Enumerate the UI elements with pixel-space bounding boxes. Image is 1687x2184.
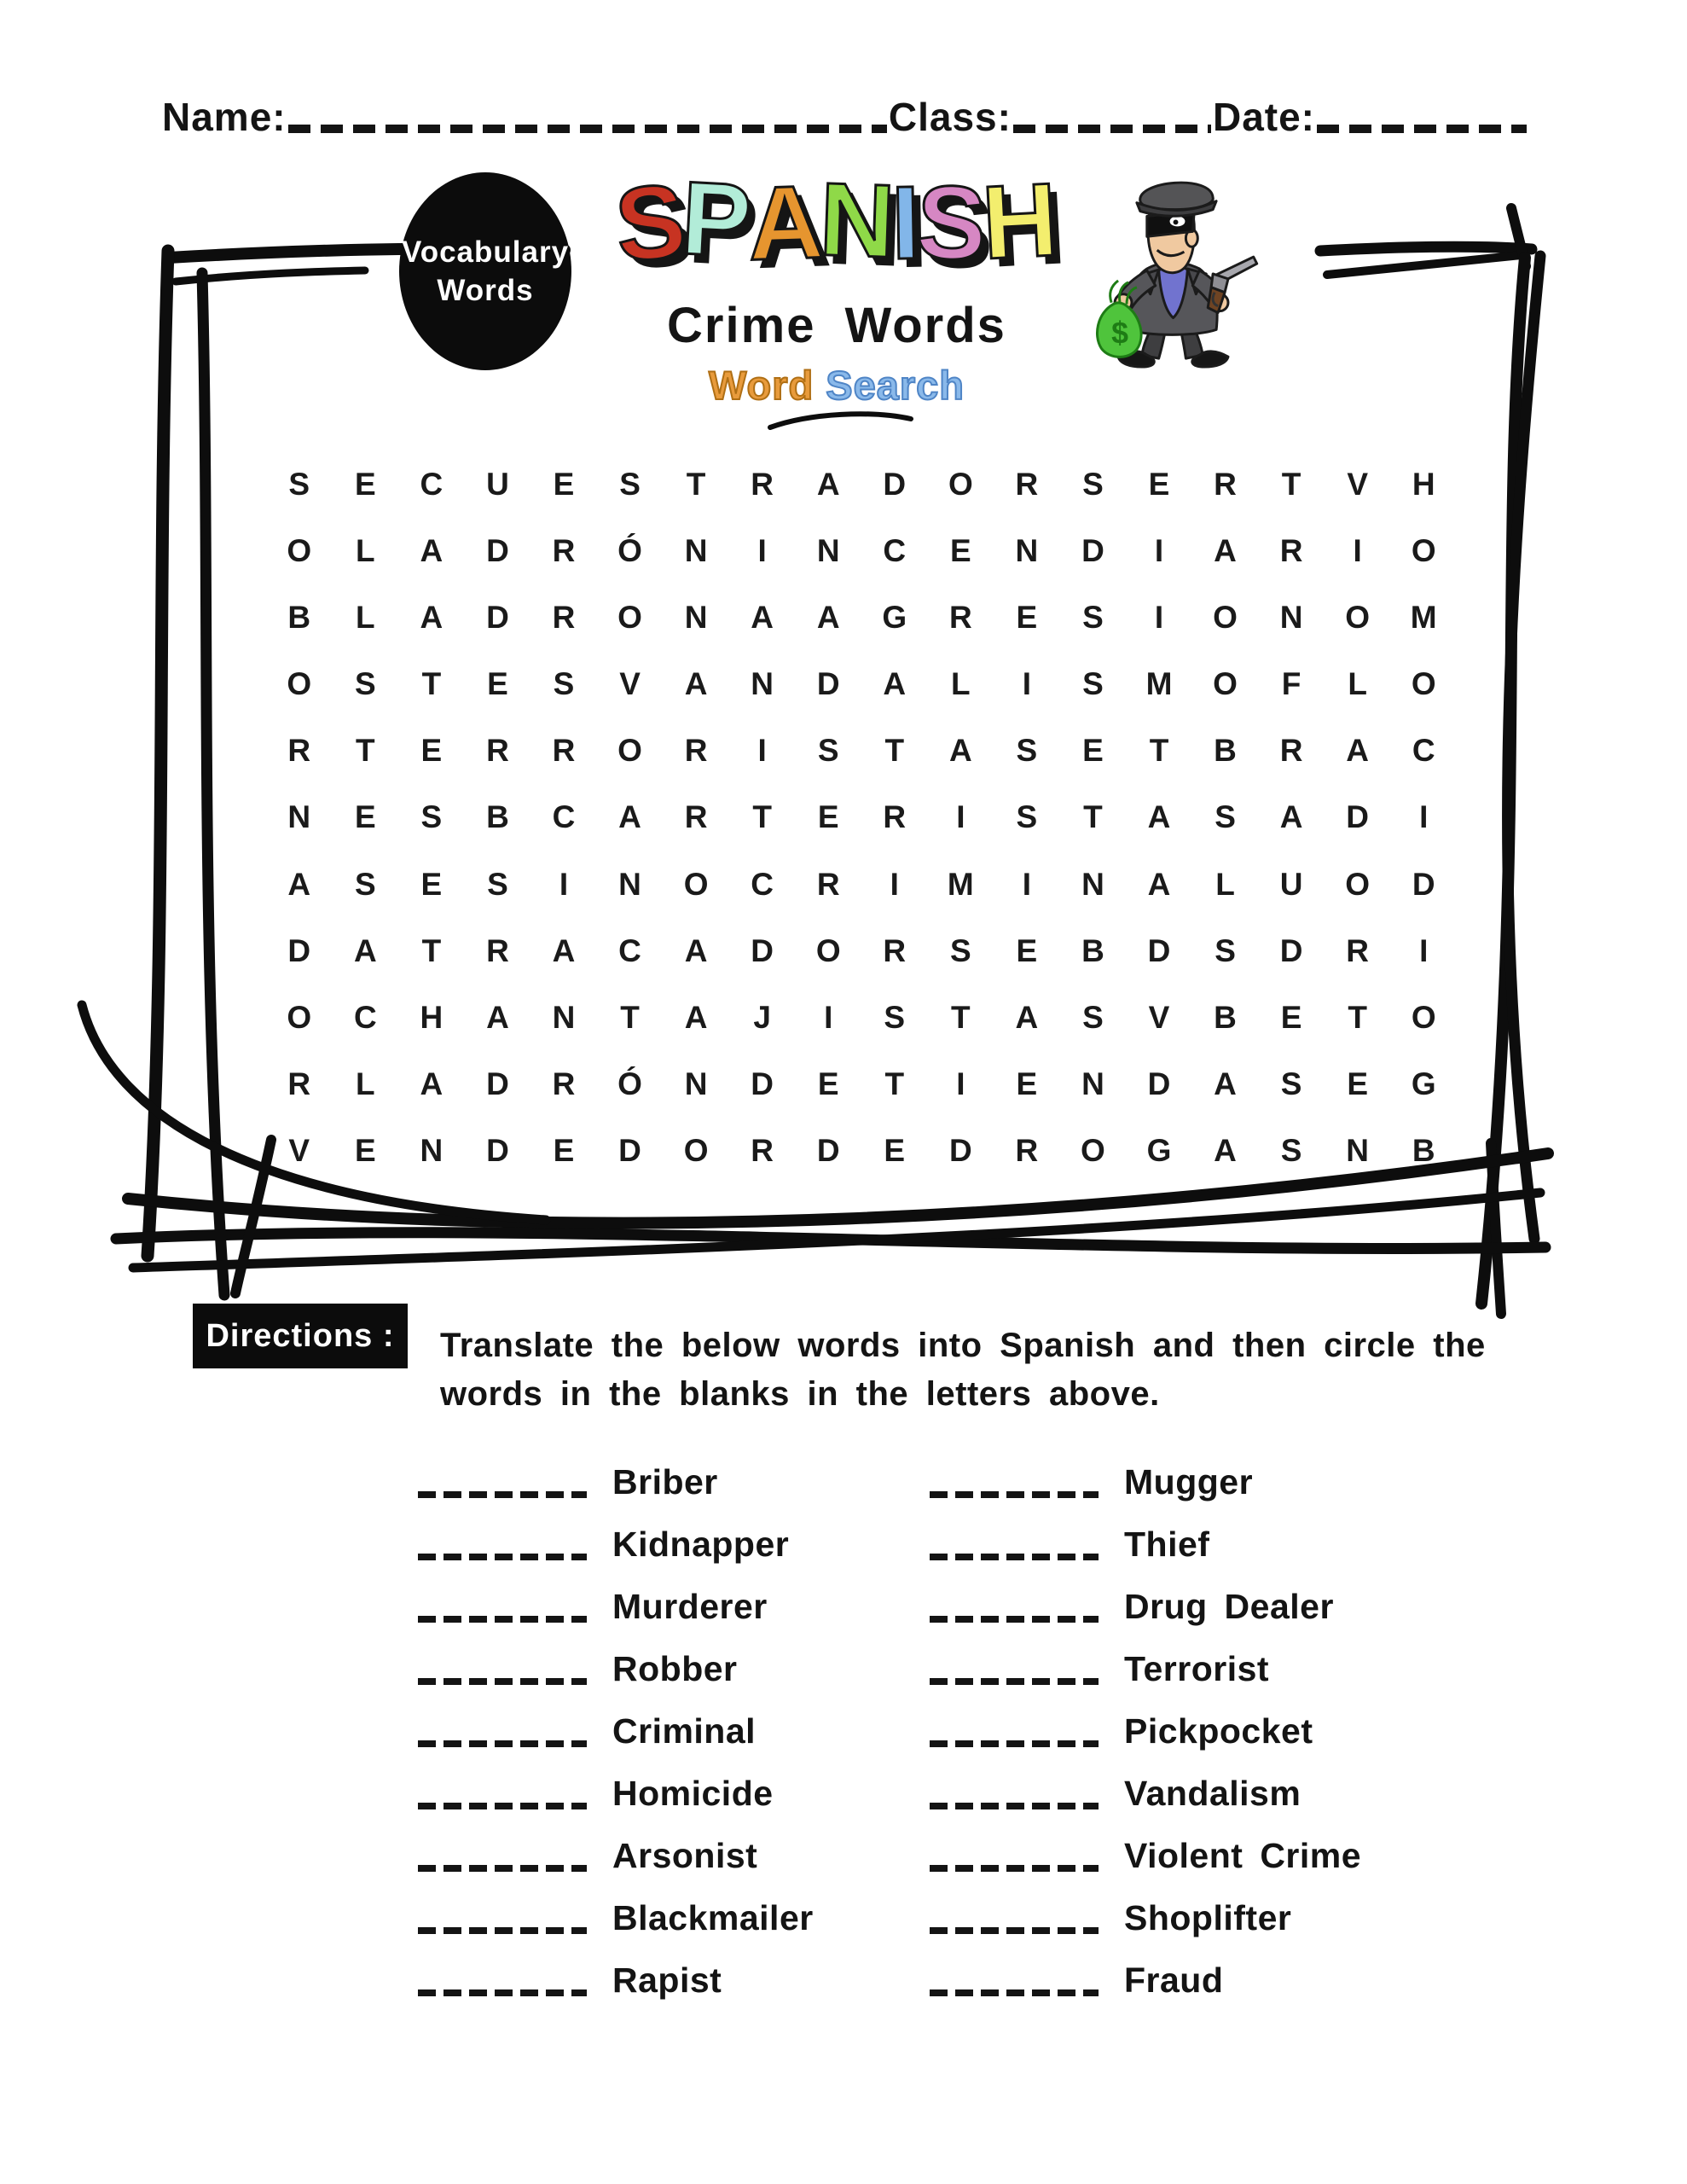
grid-cell-r1-c17: V <box>1347 466 1368 502</box>
word-item-vandalism <box>930 1763 1390 1825</box>
grid-cell-r3-c1: B <box>287 599 311 635</box>
grid-cell-r6-c2: E <box>354 799 376 835</box>
answer-blank-briber[interactable] <box>418 1491 587 1498</box>
word-label-pickpocket: Pickpocket <box>1124 1711 1313 1751</box>
header-fields <box>162 96 1528 139</box>
grid-cell-r10-c12: E <box>1016 1066 1038 1102</box>
grid-cell-r10-c4: D <box>486 1066 509 1102</box>
grid-cell-r11-c13: O <box>1081 1133 1105 1169</box>
grid-cell-r7-c1: A <box>287 866 311 902</box>
grid-cell-r9-c1: O <box>287 1000 312 1036</box>
grid-cell-r4-c16: F <box>1281 666 1301 702</box>
grid-cell-r7-c11: M <box>947 866 974 902</box>
grid-cell-r1-c2: E <box>354 466 376 502</box>
grid-cell-r1-c6: S <box>619 466 641 502</box>
answer-blank-vandalism[interactable] <box>930 1803 1099 1809</box>
grid-cell-r9-c13: S <box>1082 1000 1104 1036</box>
grid-cell-r3-c12: E <box>1016 599 1038 635</box>
spanish-letter-7-H: H <box>979 160 1061 282</box>
grid-cell-r3-c9: A <box>816 599 840 635</box>
word-item-homicide <box>418 1763 930 1825</box>
word-item-mugger <box>930 1451 1390 1513</box>
grid-cell-r1-c5: E <box>553 466 575 502</box>
grid-cell-r9-c9: I <box>824 1000 833 1036</box>
word-label-robber: Robber <box>612 1649 738 1688</box>
grid-cell-r9-c14: V <box>1148 1000 1170 1036</box>
word-item-shoplifter <box>930 1887 1390 1949</box>
word-label-murderer: Murderer <box>612 1587 768 1626</box>
grid-cell-r1-c11: O <box>948 466 973 502</box>
grid-cell-r11-c2: E <box>354 1133 376 1169</box>
answer-blank-homicide[interactable] <box>418 1803 587 1809</box>
word-search-word2: Search <box>826 363 965 408</box>
grid-cell-r10-c17: E <box>1347 1066 1368 1102</box>
grid-cell-r4-c8: N <box>751 666 774 702</box>
directions-label: Directions : <box>206 1317 395 1354</box>
grid-cell-r3-c11: R <box>948 599 972 635</box>
directions-text <box>440 1321 1574 1419</box>
grid-cell-r10-c13: N <box>1081 1066 1104 1102</box>
grid-cell-r5-c8: I <box>757 733 767 769</box>
word-label-blackmailer: Blackmailer <box>612 1898 814 1937</box>
grid-cell-r1-c13: S <box>1082 466 1104 502</box>
grid-cell-r2-c7: N <box>684 532 708 568</box>
grid-cell-r10-c7: N <box>684 1066 708 1102</box>
grid-cell-r6-c3: S <box>420 799 443 835</box>
grid-cell-r6-c13: T <box>1083 799 1103 835</box>
grid-cell-r2-c14: I <box>1154 532 1164 568</box>
grid-cell-r3-c2: L <box>356 599 375 635</box>
grid-cell-r3-c14: I <box>1154 599 1164 635</box>
grid-cell-r2-c15: A <box>1214 532 1237 568</box>
grid-cell-r7-c9: R <box>816 866 840 902</box>
grid-cell-r3-c5: R <box>552 599 576 635</box>
grid-cell-r9-c12: A <box>1015 1000 1039 1036</box>
grid-cell-r8-c10: R <box>883 932 907 968</box>
answer-blank-kidnapper[interactable] <box>418 1554 587 1560</box>
grid-cell-r8-c14: D <box>1147 932 1171 968</box>
grid-cell-r11-c11: D <box>948 1133 972 1169</box>
grid-cell-r11-c6: D <box>618 1133 641 1169</box>
word-item-drug-dealer <box>930 1576 1390 1638</box>
grid-cell-r2-c9: N <box>816 532 840 568</box>
grid-cell-r2-c18: O <box>1411 532 1436 568</box>
word-label-drug-dealer: Drug Dealer <box>1124 1587 1334 1626</box>
directions-line2: words in the blanks in the letters above. <box>440 1375 1160 1413</box>
grid-cell-r2-c6: Ó <box>617 532 642 568</box>
grid-cell-r4-c10: A <box>883 666 907 702</box>
grid-cell-r9-c6: T <box>620 1000 640 1036</box>
answer-blank-pickpocket[interactable] <box>930 1740 1099 1747</box>
grid-cell-r7-c7: O <box>683 866 709 902</box>
grid-cell-r4-c7: A <box>684 666 708 702</box>
grid-cell-r6-c4: B <box>486 799 509 835</box>
grid-cell-r10-c6: Ó <box>617 1066 642 1102</box>
grid-cell-r8-c5: A <box>552 932 576 968</box>
answer-blank-fraud[interactable] <box>930 1989 1099 1996</box>
class-blank[interactable] <box>1013 125 1211 133</box>
grid-cell-r11-c1: V <box>288 1133 310 1169</box>
grid-cell-r7-c6: N <box>618 866 641 902</box>
word-item-pickpocket <box>930 1700 1390 1763</box>
grid-cell-r4-c11: L <box>951 666 971 702</box>
grid-cell-r3-c10: G <box>882 599 907 635</box>
grid-cell-r4-c14: M <box>1145 666 1173 702</box>
spanish-letter-4-N: N <box>817 160 897 280</box>
word-item-murderer <box>418 1576 930 1638</box>
word-item-violent-crime <box>930 1825 1390 1887</box>
grid-cell-r4-c1: O <box>287 666 312 702</box>
grid-cell-r7-c17: O <box>1345 866 1371 902</box>
word-item-kidnapper <box>418 1513 930 1576</box>
grid-cell-r9-c15: B <box>1214 1000 1237 1036</box>
answer-blank-murderer[interactable] <box>418 1616 587 1623</box>
grid-cell-r10-c5: R <box>552 1066 576 1102</box>
grid-cell-r2-c11: E <box>949 532 971 568</box>
grid-cell-r1-c16: T <box>1281 466 1301 502</box>
grid-cell-r6-c14: A <box>1147 799 1171 835</box>
grid-cell-r7-c10: I <box>890 866 899 902</box>
grid-cell-r4-c12: I <box>1022 666 1032 702</box>
grid-cell-r4-c5: S <box>553 666 575 702</box>
word-item-blackmailer <box>418 1887 930 1949</box>
grid-cell-r3-c8: A <box>751 599 774 635</box>
grid-cell-r4-c9: D <box>816 666 840 702</box>
word-label-arsonist: Arsonist <box>612 1836 758 1875</box>
grid-cell-r5-c9: S <box>817 733 839 769</box>
name-blank[interactable] <box>288 125 887 133</box>
spanish-letter-6-S: S <box>914 163 988 282</box>
grid-cell-r8-c12: E <box>1016 932 1038 968</box>
grid-cell-r8-c9: O <box>815 932 841 968</box>
grid-cell-r9-c5: N <box>552 1000 576 1036</box>
grid-cell-r5-c14: T <box>1149 733 1169 769</box>
word-label-mugger: Mugger <box>1124 1462 1254 1502</box>
answer-blank-terrorist[interactable] <box>930 1678 1099 1685</box>
grid-cell-r1-c7: T <box>686 466 706 502</box>
grid-cell-r9-c7: A <box>684 1000 708 1036</box>
grid-cell-r7-c13: N <box>1081 866 1104 902</box>
grid-cell-r1-c10: D <box>883 466 907 502</box>
word-search-word1: Word <box>708 363 815 408</box>
word-label-vandalism: Vandalism <box>1124 1774 1301 1813</box>
grid-cell-r6-c7: R <box>684 799 708 835</box>
grid-cell-r10-c11: I <box>956 1066 965 1102</box>
grid-cell-r11-c8: R <box>751 1133 774 1169</box>
word-label-homicide: Homicide <box>612 1774 774 1813</box>
answer-blank-shoplifter[interactable] <box>930 1927 1099 1934</box>
word-label-shoplifter: Shoplifter <box>1124 1898 1292 1937</box>
grid-cell-r6-c15: S <box>1215 799 1236 835</box>
name-label: Name: <box>162 95 287 139</box>
spanish-letter-3-A: A <box>745 163 826 282</box>
grid-cell-r5-c6: O <box>617 733 642 769</box>
grid-cell-r9-c11: T <box>951 1000 971 1036</box>
word-label-violent-crime: Violent Crime <box>1124 1836 1362 1875</box>
grid-cell-r10-c9: E <box>817 1066 839 1102</box>
grid-cell-r5-c2: T <box>356 733 375 769</box>
grid-cell-r5-c3: E <box>420 733 443 769</box>
grid-cell-r6-c10: R <box>883 799 907 835</box>
grid-cell-r11-c5: E <box>553 1133 575 1169</box>
grid-cell-r3-c15: O <box>1213 599 1238 635</box>
spanish-title <box>585 159 1088 284</box>
grid-cell-r5-c7: R <box>684 733 708 769</box>
word-item-briber <box>418 1451 930 1513</box>
grid-cell-r1-c9: A <box>816 466 840 502</box>
grid-cell-r5-c11: A <box>948 733 972 769</box>
class-label: Class: <box>888 95 1012 139</box>
grid-cell-r6-c1: N <box>287 799 311 835</box>
grid-cell-r11-c9: D <box>816 1133 840 1169</box>
grid-cell-r9-c8: J <box>753 1000 771 1036</box>
grid-cell-r11-c14: G <box>1146 1133 1172 1169</box>
grid-cell-r2-c16: R <box>1279 532 1303 568</box>
grid-cell-r4-c6: V <box>619 666 641 702</box>
answer-blank-drug-dealer[interactable] <box>930 1616 1099 1623</box>
grid-cell-r5-c1: R <box>287 733 311 769</box>
grid-cell-r1-c18: H <box>1412 466 1435 502</box>
word-label-terrorist: Terrorist <box>1124 1649 1270 1688</box>
answer-blank-violent-crime[interactable] <box>930 1865 1099 1872</box>
grid-cell-r6-c17: D <box>1346 799 1370 835</box>
grid-cell-r1-c14: E <box>1148 466 1170 502</box>
grid-cell-r8-c13: B <box>1081 932 1104 968</box>
grid-cell-r8-c7: A <box>684 932 708 968</box>
date-label: Date: <box>1212 95 1315 139</box>
grid-cell-r5-c10: T <box>884 733 905 769</box>
grid-cell-r1-c15: R <box>1214 466 1237 502</box>
grid-cell-r3-c18: M <box>1410 599 1437 635</box>
grid-cell-r4-c4: E <box>487 666 508 702</box>
grid-cell-r10-c1: R <box>287 1066 311 1102</box>
grid-cell-r11-c16: S <box>1280 1133 1302 1169</box>
grid-cell-r7-c4: S <box>487 866 508 902</box>
badge-line2: Words <box>437 274 534 307</box>
grid-cell-r5-c13: E <box>1082 733 1104 769</box>
grid-cell-r6-c16: A <box>1279 799 1303 835</box>
answer-blank-criminal[interactable] <box>418 1740 587 1747</box>
grid-cell-r9-c18: O <box>1411 1000 1436 1036</box>
word-label-kidnapper: Kidnapper <box>612 1525 790 1564</box>
grid-cell-r5-c17: A <box>1346 733 1370 769</box>
grid-cell-r10-c18: G <box>1411 1066 1436 1102</box>
grid-cell-r11-c17: N <box>1346 1133 1370 1169</box>
word-label-criminal: Criminal <box>612 1711 757 1751</box>
grid-cell-r5-c4: R <box>486 733 509 769</box>
grid-cell-r1-c4: U <box>486 466 509 502</box>
grid-cell-r7-c15: L <box>1215 866 1235 902</box>
answer-blank-mugger[interactable] <box>930 1491 1099 1498</box>
grid-cell-r6-c9: E <box>817 799 839 835</box>
spanish-letter-1-S: S <box>611 161 690 284</box>
word-label-briber: Briber <box>612 1462 718 1502</box>
grid-cell-r10-c2: L <box>356 1066 375 1102</box>
grid-cell-r3-c16: N <box>1279 599 1303 635</box>
grid-cell-r6-c11: I <box>956 799 965 835</box>
grid-cell-r8-c2: A <box>353 932 377 968</box>
grid-cell-r3-c13: S <box>1082 599 1104 635</box>
grid-cell-r9-c4: A <box>486 1000 509 1036</box>
grid-cell-r4-c3: T <box>421 666 442 702</box>
grid-cell-r2-c8: I <box>757 532 767 568</box>
spanish-letter-2-P: P <box>678 159 755 280</box>
grid-cell-r1-c12: R <box>1015 466 1039 502</box>
grid-cell-r5-c18: C <box>1412 733 1435 769</box>
grid-cell-r3-c7: N <box>684 599 708 635</box>
grid-cell-r6-c18: I <box>1419 799 1429 835</box>
word-search-grid <box>266 450 1457 1184</box>
grid-cell-r10-c14: D <box>1147 1066 1171 1102</box>
grid-cell-r9-c16: E <box>1280 1000 1302 1036</box>
word-item-arsonist <box>418 1825 930 1887</box>
spanish-letter-5-I: I <box>890 164 921 282</box>
grid-cell-r7-c5: I <box>559 866 569 902</box>
grid-cell-r8-c1: D <box>287 932 311 968</box>
grid-cell-r8-c8: D <box>751 932 774 968</box>
grid-cell-r2-c1: O <box>287 532 312 568</box>
grid-cell-r5-c16: R <box>1279 733 1303 769</box>
grid-cell-r5-c5: R <box>552 733 576 769</box>
word-item-thief <box>930 1513 1390 1576</box>
word-item-robber <box>418 1638 930 1700</box>
grid-cell-r10-c8: D <box>751 1066 774 1102</box>
grid-cell-r8-c18: I <box>1419 932 1429 968</box>
grid-cell-r8-c6: C <box>618 932 641 968</box>
badge-line1: Vocabulary <box>401 235 570 269</box>
date-blank[interactable] <box>1317 125 1527 133</box>
grid-cell-r2-c5: R <box>552 532 576 568</box>
grid-cell-r8-c16: D <box>1279 932 1303 968</box>
grid-cell-r11-c15: A <box>1214 1133 1237 1169</box>
grid-cell-r1-c3: C <box>420 466 443 502</box>
grid-cell-r11-c10: E <box>884 1133 906 1169</box>
grid-cell-r5-c12: S <box>1016 733 1038 769</box>
grid-cell-r4-c2: S <box>354 666 376 702</box>
grid-cell-r8-c3: T <box>421 932 442 968</box>
answer-blank-blackmailer[interactable] <box>418 1927 587 1934</box>
grid-cell-r8-c17: R <box>1346 932 1370 968</box>
grid-cell-r10-c3: A <box>420 1066 443 1102</box>
grid-cell-r11-c4: D <box>486 1133 509 1169</box>
grid-cell-r1-c8: R <box>751 466 774 502</box>
grid-cell-r7-c14: A <box>1147 866 1171 902</box>
word-item-rapist <box>418 1949 930 2012</box>
crime-words-subtitle: Crime Words <box>667 298 1006 353</box>
grid-cell-r2-c3: A <box>420 532 443 568</box>
grid-cell-r9-c10: S <box>884 1000 906 1036</box>
robber-clipart <box>1085 167 1268 370</box>
grid-cell-r10-c15: A <box>1214 1066 1237 1102</box>
word-label-fraud: Fraud <box>1124 1960 1224 2000</box>
grid-cell-r2-c2: L <box>356 532 375 568</box>
word-label-thief: Thief <box>1124 1525 1210 1564</box>
directions-line1: Translate the below words into Spanish and then circle the <box>440 1327 1486 1364</box>
grid-cell-r4-c18: O <box>1411 666 1436 702</box>
grid-cell-r7-c8: C <box>751 866 774 902</box>
grid-cell-r6-c12: S <box>1016 799 1038 835</box>
grid-cell-r11-c18: B <box>1412 1133 1435 1169</box>
grid-cell-r2-c10: C <box>883 532 907 568</box>
word-item-fraud <box>930 1949 1390 2012</box>
grid-cell-r7-c16: U <box>1279 866 1303 902</box>
grid-cell-r8-c4: R <box>486 932 509 968</box>
grid-cell-r4-c17: L <box>1348 666 1367 702</box>
grid-cell-r7-c3: E <box>420 866 443 902</box>
grid-cell-r2-c4: D <box>486 532 509 568</box>
grid-cell-r11-c7: O <box>683 1133 709 1169</box>
grid-cell-r4-c15: O <box>1213 666 1238 702</box>
answer-blank-robber[interactable] <box>418 1678 587 1685</box>
grid-cell-r11-c12: R <box>1015 1133 1039 1169</box>
word-item-terrorist <box>930 1638 1390 1700</box>
grid-cell-r2-c13: D <box>1081 532 1104 568</box>
vocabulary-words-badge <box>399 172 571 370</box>
grid-cell-r11-c3: N <box>420 1133 443 1169</box>
translation-word-list <box>418 1451 1390 2012</box>
grid-cell-r6-c6: A <box>618 799 641 835</box>
grid-cell-r3-c17: O <box>1345 599 1371 635</box>
word-label-rapist: Rapist <box>612 1960 722 2000</box>
grid-cell-r8-c11: S <box>949 932 971 968</box>
grid-cell-r5-c15: B <box>1214 733 1237 769</box>
grid-cell-r9-c3: H <box>420 1000 443 1036</box>
grid-cell-r3-c3: A <box>420 599 443 635</box>
word-item-criminal <box>418 1700 930 1763</box>
grid-cell-r3-c4: D <box>486 599 509 635</box>
grid-cell-r10-c10: T <box>884 1066 905 1102</box>
grid-cell-r7-c18: D <box>1412 866 1435 902</box>
grid-cell-r9-c17: T <box>1348 1000 1367 1036</box>
grid-cell-r2-c12: N <box>1015 532 1039 568</box>
answer-blank-thief[interactable] <box>930 1554 1099 1560</box>
svg-text:$: $ <box>1111 316 1128 351</box>
word-search-label <box>585 362 1088 409</box>
grid-cell-r6-c8: T <box>752 799 772 835</box>
grid-cell-r9-c2: C <box>353 1000 377 1036</box>
grid-cell-r10-c16: S <box>1280 1066 1302 1102</box>
grid-cell-r1-c1: S <box>288 466 310 502</box>
grid-cell-r8-c15: S <box>1215 932 1236 968</box>
grid-cell-r3-c6: O <box>617 599 642 635</box>
directions-box <box>193 1304 408 1368</box>
answer-blank-arsonist[interactable] <box>418 1865 587 1872</box>
answer-blank-rapist[interactable] <box>418 1989 587 1996</box>
grid-cell-r7-c2: S <box>354 866 376 902</box>
grid-cell-r7-c12: I <box>1022 866 1032 902</box>
grid-cell-r6-c5: C <box>552 799 576 835</box>
grid-cell-r2-c17: I <box>1353 532 1362 568</box>
grid-cell-r4-c13: S <box>1082 666 1104 702</box>
